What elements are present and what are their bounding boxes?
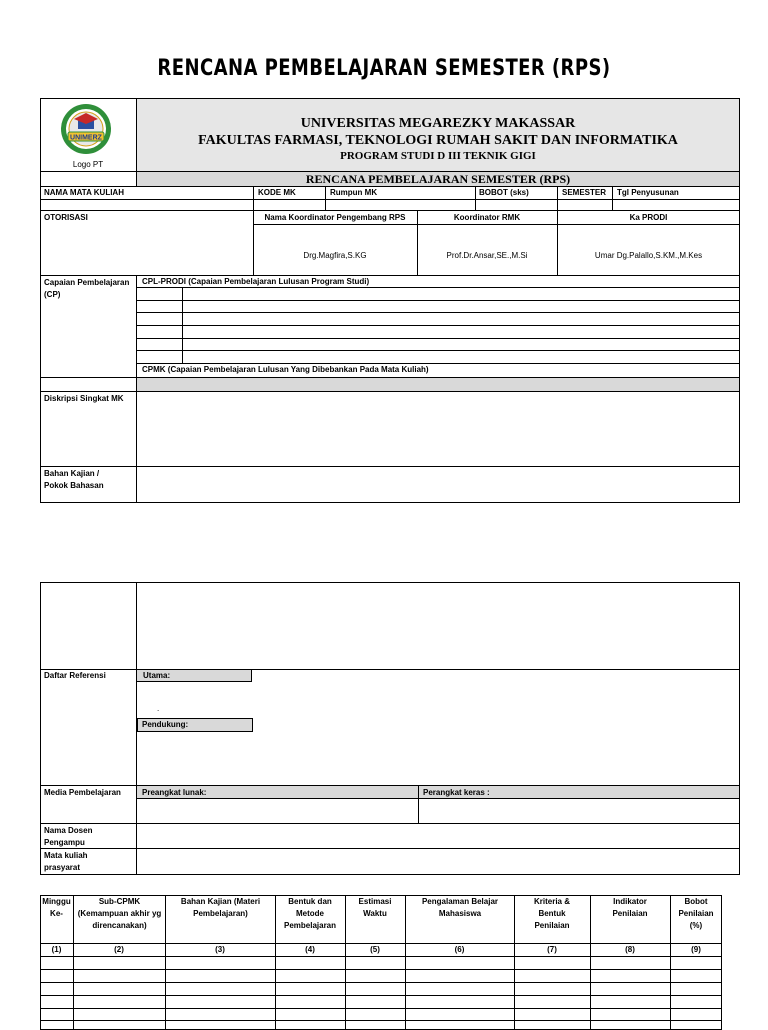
col-num-9: (9) bbox=[691, 945, 701, 954]
label-perangkat-lunak: Preangkat lunak: bbox=[142, 788, 207, 797]
referensi-dot: . bbox=[157, 704, 160, 713]
label-koordinator-rmk: Koordinator RMK bbox=[453, 213, 521, 222]
program-name: PROGRAM STUDI D III TEKNIK GIGI bbox=[340, 150, 536, 162]
document-title: RENCANA PEMBELAJARAN SEMESTER (RPS) bbox=[157, 56, 611, 81]
label-ka-prodi: Ka PRODI bbox=[629, 213, 668, 222]
university-name: UNIVERSITAS MEGAREZKY MAKASSAR bbox=[300, 116, 576, 131]
col-num-7: (7) bbox=[547, 945, 557, 954]
koordinator-rps-name: Drg.Magfira,S.KG bbox=[303, 251, 367, 260]
svg-text:UNIMERZ: UNIMERZ bbox=[70, 134, 102, 142]
faculty-name: FAKULTAS FARMASI, TEKNOLOGI RUMAH SAKIT DAN INFORMATIKA bbox=[198, 133, 678, 148]
col-bentuk-metode: Bentuk dan Metode Pembelajaran bbox=[283, 897, 337, 930]
col-estimasi-waktu: Estimasi Waktu bbox=[358, 897, 392, 918]
col-num-4: (4) bbox=[305, 945, 315, 954]
col-num-5: (5) bbox=[370, 945, 380, 954]
label-utama: Utama: bbox=[143, 671, 171, 680]
col-bahan-kajian: Bahan Kajian (Materi Pembelajaran) bbox=[180, 897, 261, 918]
label-bobot: BOBOT (sks) bbox=[479, 188, 529, 197]
label-otorisasi: OTORISASI bbox=[44, 213, 88, 222]
label-bahan-kajian: Bahan Kajian / Pokok Bahasan bbox=[44, 469, 104, 490]
label-daftar-referensi: Daftar Referensi bbox=[44, 671, 106, 680]
col-num-2: (2) bbox=[114, 945, 124, 954]
col-num-1: (1) bbox=[51, 945, 62, 954]
label-perangkat-keras: Perangkat keras : bbox=[423, 788, 490, 797]
ka-prodi-name: Umar Dg.Palallo,S.KM.,M.Kes bbox=[594, 251, 703, 260]
label-capaian: Capaian Pembelajaran (CP) bbox=[44, 278, 130, 299]
label-cpmk: CPMK (Capaian Pembelajaran Lulusan Yang Dibebankan Pada Mata Kuliah) bbox=[142, 365, 429, 374]
university-logo bbox=[58, 99, 114, 159]
col-bobot: Bobot Penilaian (%) bbox=[678, 897, 714, 930]
col-kriteria: Kriteria & Bentuk Penilaian bbox=[533, 897, 570, 930]
label-nama-dosen: Nama Dosen Pengampu bbox=[44, 826, 93, 847]
col-indikator: Indikator Penilaian bbox=[612, 897, 648, 918]
col-num-6: (6) bbox=[454, 945, 465, 954]
label-nama-mk: NAMA MATA KULIAH bbox=[44, 188, 124, 197]
label-kode-mk: KODE MK bbox=[258, 188, 296, 197]
label-pendukung: Pendukung: bbox=[142, 720, 189, 729]
label-media: Media Pembelajaran bbox=[44, 788, 121, 797]
label-cpl-prodi: CPL-PRODI (Capaian Pembelajaran Lulusan Program Studi) bbox=[142, 277, 370, 286]
col-num-3: (3) bbox=[215, 945, 225, 954]
label-semester: SEMESTER bbox=[562, 188, 607, 197]
col-minggu: Minggu Ke- bbox=[42, 897, 71, 918]
rps-subtitle: RENCANA PEMBELAJARAN SEMESTER (RPS) bbox=[305, 172, 571, 186]
logo-caption: Logo PT bbox=[72, 160, 104, 169]
label-koordinator-rps: Nama Koordinator Pengembang RPS bbox=[264, 213, 406, 222]
label-rumpun-mk: Rumpun MK bbox=[330, 188, 378, 197]
koordinator-rmk-name: Prof.Dr.Ansar,SE.,M.Si bbox=[446, 251, 528, 260]
col-pengalaman: Pengalaman Belajar Mahasiswa bbox=[421, 897, 499, 918]
label-deskripsi: Diskripsi Singkat MK bbox=[44, 394, 124, 403]
col-num-8: (8) bbox=[625, 945, 635, 954]
col-sub-cpmk: Sub-CPMK (Kemampuan akhir yg direncanakan) bbox=[77, 897, 162, 930]
label-prasyarat: Mata kuliah prasyarat bbox=[44, 851, 88, 872]
label-tgl-penyusunan: Tgl Penyusunan bbox=[617, 188, 679, 197]
